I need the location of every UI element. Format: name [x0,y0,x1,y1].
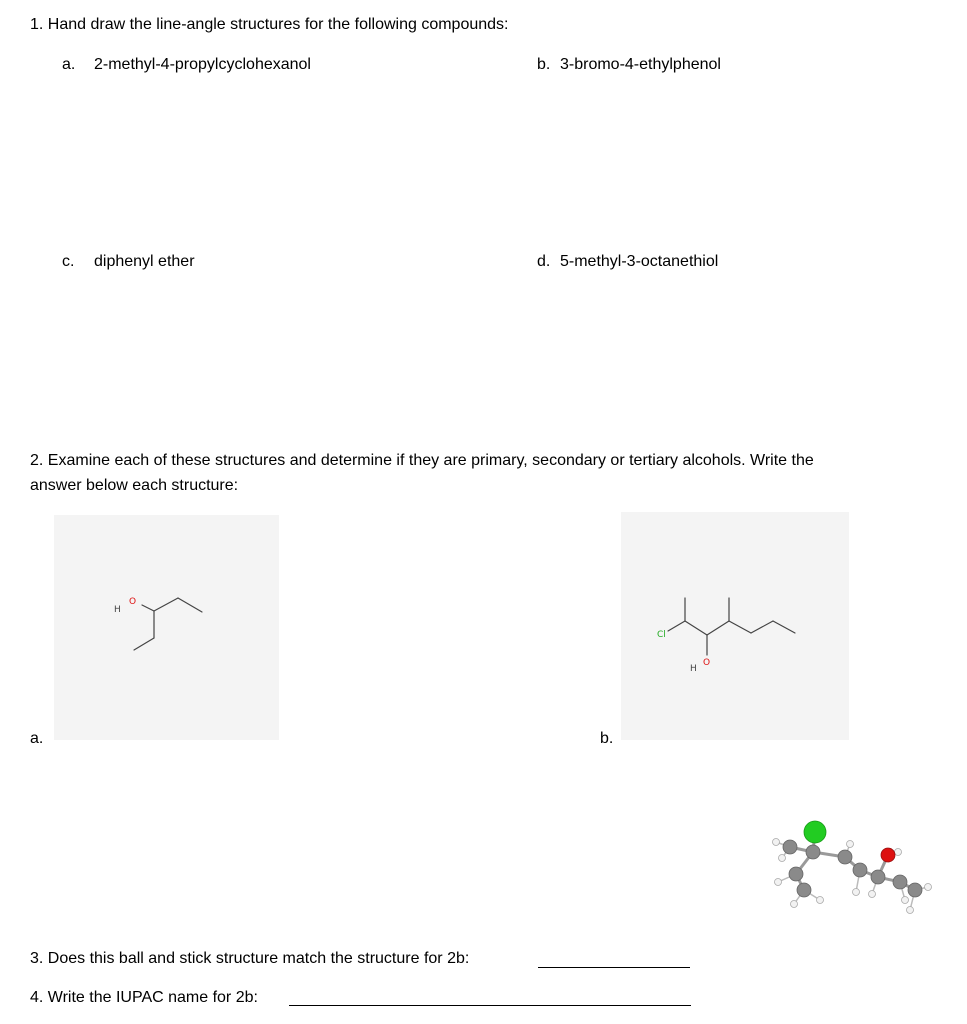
q1b-letter: b. [537,56,551,73]
carbon-atom [797,883,811,897]
q1d-compound-name: 5-methyl-3-octanethiol [560,253,719,270]
q1-prompt: 1. Hand draw the line-angle structures for the following compounds: [30,16,509,33]
q3-text: 3. Does this ball and stick structure match the structure for 2b: [30,950,470,967]
q1c-compound-name: diphenyl ether [94,253,195,270]
q4-text: 4. Write the IUPAC name for 2b: [30,989,258,1006]
carbon-atom [871,870,885,884]
q2-prompt-line2: answer below each structure: [30,477,239,494]
carbon-atom [806,845,820,859]
q3-answer-line[interactable] [538,967,690,968]
structure-2b-skeletal-formula [621,512,849,740]
atom-cl: Cl [657,630,666,640]
atom-o: O [129,597,137,607]
q1d-letter: d. [537,253,551,270]
hydrogen-atom [907,907,914,914]
hydrogen-atom [791,901,798,908]
hydrogen-atom [773,839,780,846]
hydrogen-atom [853,889,860,896]
q1a-compound-name: 2-methyl-4-propylcyclohexanol [94,56,311,73]
carbon-atom [893,875,907,889]
hydrogen-atom [817,897,824,904]
q2b-label: b. [600,730,614,747]
atom-o: O [703,658,711,668]
ball-and-stick-model [760,812,940,922]
structure-2a-skeletal-formula [54,515,279,740]
q4-answer-line[interactable] [289,1005,691,1006]
q1a-letter: a. [62,56,76,73]
structure-2a-panel [54,515,279,740]
carbon-atom [838,850,852,864]
oxygen-atom [881,848,895,862]
structure-2b-panel [621,512,849,740]
hydrogen-atom [779,855,786,862]
q1b-compound-name: 3-bromo-4-ethylphenol [560,56,721,73]
carbon-atom [783,840,797,854]
q1c-letter: c. [62,253,75,270]
chlorine-atom [804,821,826,843]
hydrogen-atom [895,849,902,856]
atom-h: H [690,664,697,674]
hydrogen-atom [902,897,909,904]
carbon-atom [908,883,922,897]
carbon-atom [853,863,867,877]
hydrogen-atom [869,891,876,898]
hydrogen-atom [925,884,932,891]
q2a-label: a. [30,730,44,747]
hydrogen-atom [847,841,854,848]
hydrogen-atom [775,879,782,886]
q2-prompt-line1: 2. Examine each of these structures and determine if they are primary, secondary or tertiary alcohols. Write the [30,452,814,469]
atom-h: H [114,605,121,615]
carbon-atom [789,867,803,881]
